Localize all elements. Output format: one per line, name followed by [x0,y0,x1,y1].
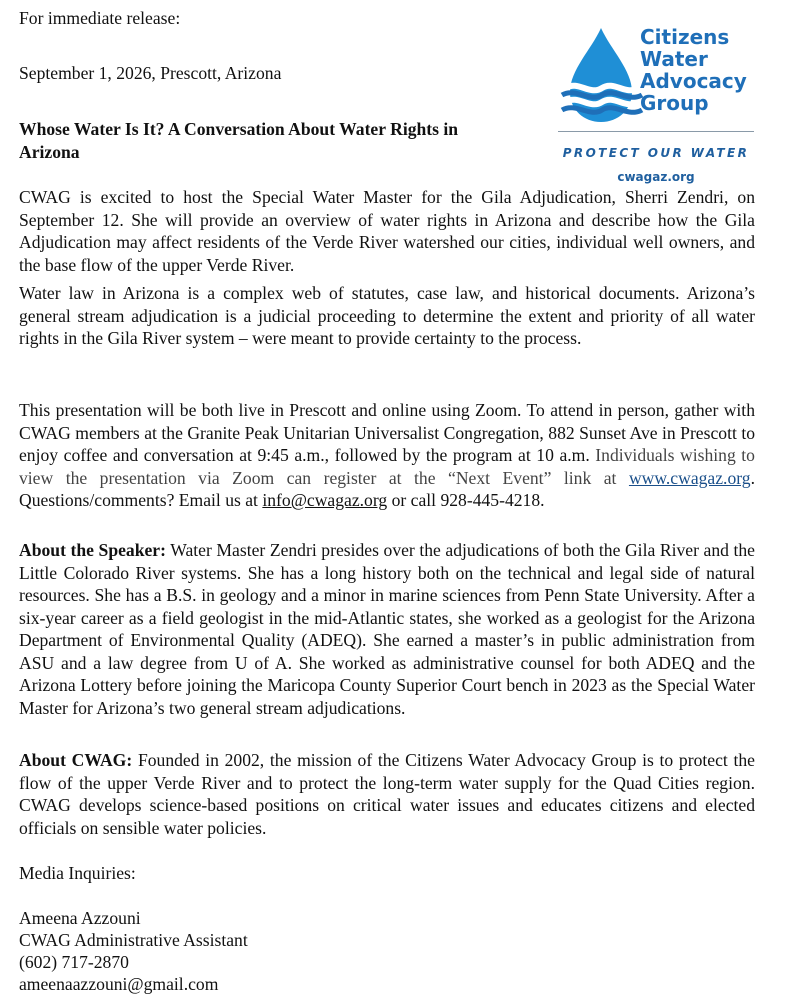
zoom-text: Individuals wishing to view the presentation via Zoom can register at the “Next Event” link at [19,445,755,488]
press-release-title: Whose Water Is It? A Conversation About Water Rights in Arizona [19,119,459,162]
water-law-paragraph: Water law in Arizona is a complex web of statutes, case law, and historical documents. Arizona’s general stream adjudication is a judicial proceeding to determine the extent and priority of all water rights in the Gila River system – were meant to provide certainty to the process. [19,283,755,348]
dateline: September 1, 2026, Prescott, Arizona [19,63,282,83]
event-details-paragraph [19,399,755,512]
phone-text: or call 928-445-4218. [391,490,545,510]
contact-name: Ameena Azzouni [19,908,141,928]
about-speaker-text: Water Master Zendri presides over the adjudications of both the Gila River and the Little Colorado River systems. She has a long history both on the technical and legal side of natural resources. She has a B.S. in geology and a minor in marine sciences from Penn State University. After a six-year career as a field geologist in the mid-Atlantic states, she worked as a geologist for the Arizona Department of Environmental Quality (ADEQ). She earned a master’s in public administration from ASU and a law degree from U of A. She worked as administrative counsel for both ADEQ and the Arizona Lottery before joining the Maricopa County Superior Court bench in 2023 as the Special Water Master for Arizona’s two general stream adjudications. [19,540,755,718]
logo-line-4: Group [640,91,709,115]
questions-text: . Questions/comments? Email us at [19,467,755,510]
about-cwag-text: Founded in 2002, the mission of the Citizens Water Advocacy Group is to protect the flow of the upper Verde River and to protect the long-term water supply for the Quad Cities region. CWAG develops science-based positions on critical water issues and educates citizens and elected officials on sensible water policies. [19,750,755,838]
logo-url: cwagaz.org [617,170,695,184]
logo-divider [558,131,754,132]
about-speaker-paragraph [19,539,755,719]
logo-line-1: Citizens [640,25,730,49]
event-details-text: This presentation will be both live in Prescott and online using Zoom. To attend in person, gather with CWAG members at the Granite Peak Unitarian Universalist Congregation, 882 Sunset Ave in Prescott to enjoy coffee and conversation at 9:45 a.m., followed by the program at 10 a.m. [19,400,755,465]
contact-phone: (602) 717-2870 [19,952,129,972]
contact-role: CWAG Administrative Assistant [19,930,248,950]
about-speaker-heading: About the Speaker: [19,540,166,560]
media-inquiries-label: Media Inquiries: [19,863,136,883]
logo-line-3: Advocacy [640,69,747,93]
logo-line-2: Water [640,47,708,71]
intro-text: CWAG is excited to host the Special Water Master for the Gila Adjudication, Sherri Zendri, on September 12. She will provide an overview of water rights in Arizona and describe how the Gila Adjudication may affect residents of the Verde River watershed our cities, individual well owners, and the base flow of the upper Verde River. [19,187,755,275]
website-link[interactable]: www.cwagaz.org [628,467,751,488]
release-label: For immediate release: [19,8,181,28]
logo-tagline: PROTECT OUR WATER [562,146,750,160]
about-cwag-paragraph [19,749,755,839]
logo-wordmark [640,26,747,114]
info-email-link[interactable]: info@cwagaz.org [262,490,388,510]
contact-email: ameenaazzouni@gmail.com [19,974,219,994]
intro-paragraph [19,186,755,276]
about-cwag-heading: About CWAG: [19,750,133,770]
